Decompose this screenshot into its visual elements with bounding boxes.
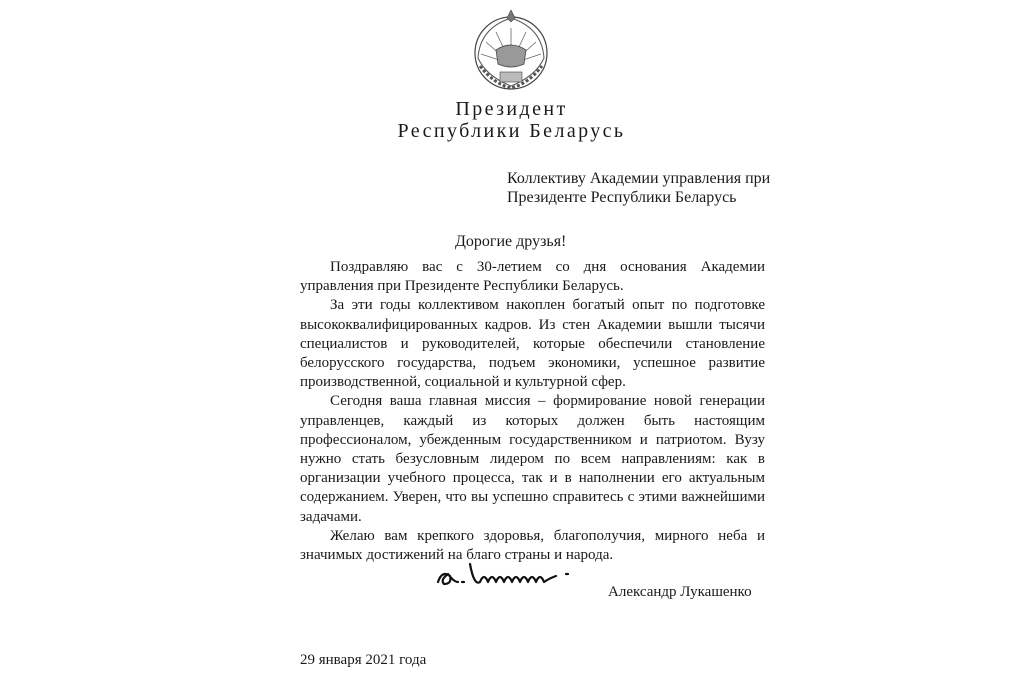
addressee-line: Президенте Республики Беларусь bbox=[507, 189, 737, 206]
body-paragraph: Сегодня ваша главная миссия – формирование новой генерации управленцев, каждый из которых должен быть настоящим профессионалом, убежденным государственником и патриотом. Вузу нужно стать безусловным лидером по всем направлениям: как в организации учебного процесса, так и в наполнении его актуальным содержанием. Уверен, что вы успешно справитесь с этими важнейшими задачами. bbox=[300, 393, 765, 525]
state-emblem-icon bbox=[466, 6, 556, 96]
letter-body bbox=[300, 258, 765, 565]
signer-name: Александр Лукашенко bbox=[608, 584, 752, 600]
body-paragraph: Желаю вам крепкого здоровья, благополучия, мирного неба и значимых достижений на благо страны и народа. bbox=[300, 527, 765, 564]
greeting: Дорогие друзья! bbox=[455, 233, 567, 250]
letter-date: 29 января 2021 года bbox=[300, 652, 427, 668]
title-president: Президент bbox=[455, 98, 568, 120]
addressee-block bbox=[507, 169, 807, 207]
handwritten-signature bbox=[430, 552, 600, 592]
title-republic: Республики Беларусь bbox=[397, 120, 626, 142]
addressee-line: Коллективу Академии управления при bbox=[507, 170, 771, 187]
body-paragraph: За эти годы коллективом накоплен богатый опыт по подготовке высококвалифицированных кадров. Из стен Академии вышли тысячи специалистов и руководителей, которые обеспечили становление белорусского государства, подъем экономики, успешное развитие производственной, социальной и культурной сфер. bbox=[300, 297, 765, 391]
body-paragraph: Поздравляю вас с 30-летием со дня основания Академии управления при Президенте Республики Беларусь. bbox=[300, 259, 765, 295]
